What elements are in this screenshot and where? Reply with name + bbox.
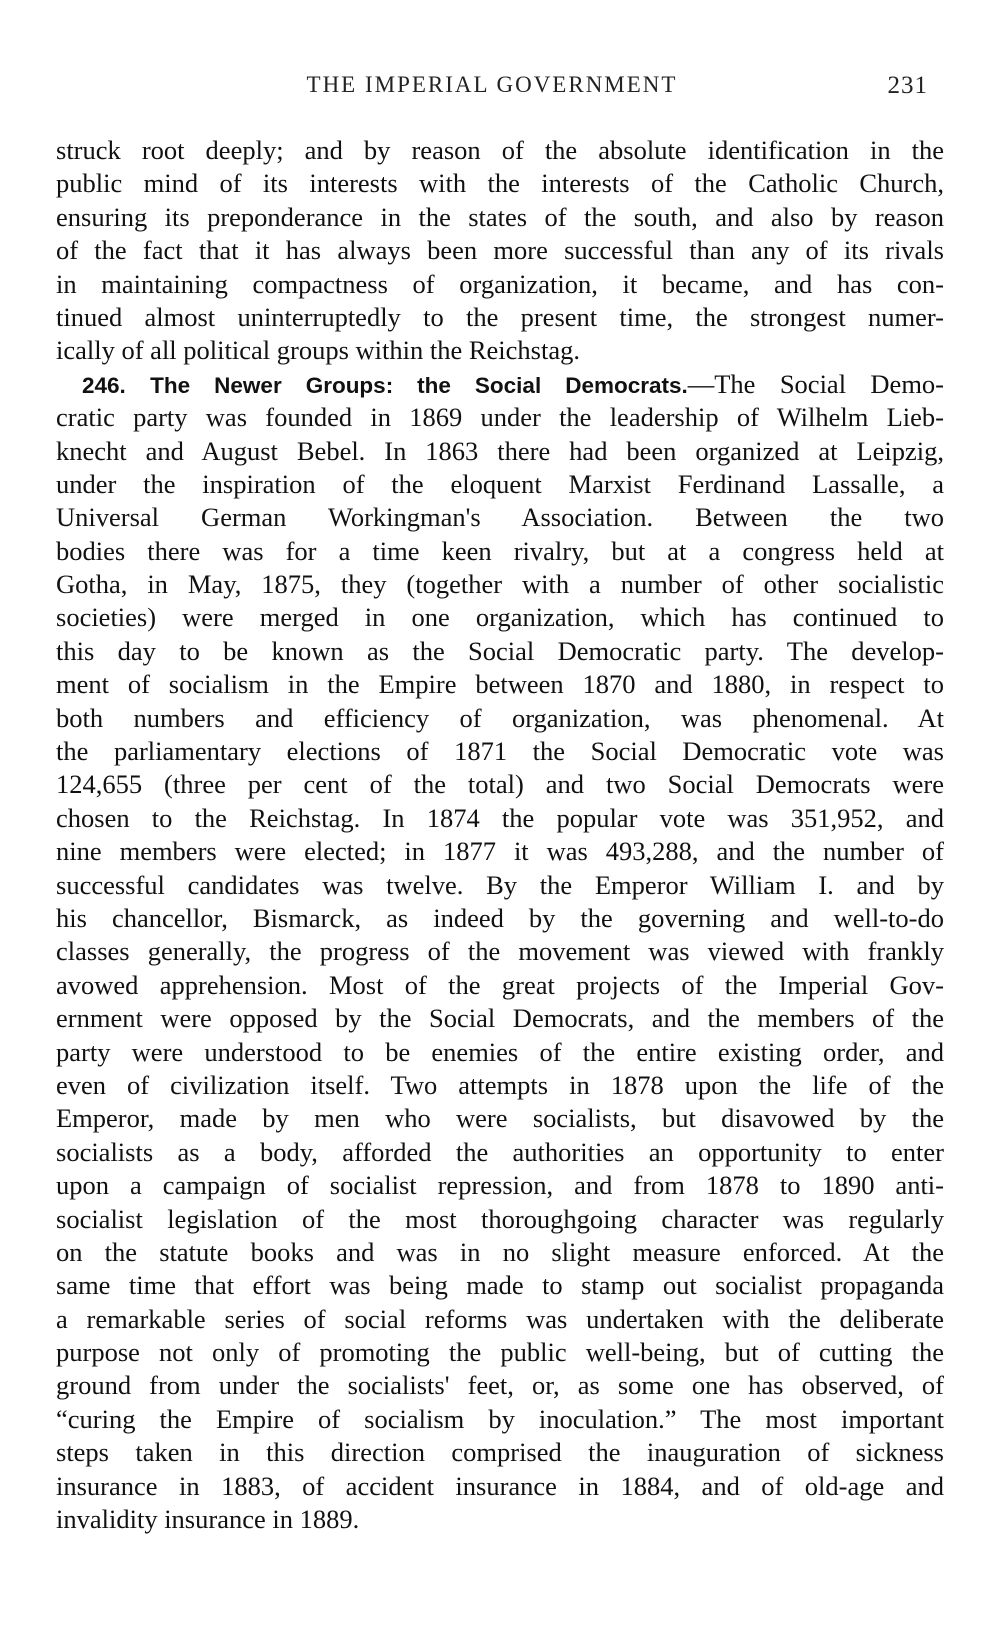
text-line: a remarkable series of social reforms was undertaken with the deliberate <box>56 1303 944 1334</box>
text-line: ground from under the socialists' feet, or, as some one has observed, of <box>56 1370 944 1401</box>
running-head: THE IMPERIAL GOVERNMENT <box>306 72 678 97</box>
text-line: this day to be known as the Social Democratic party. The develop- <box>56 635 944 666</box>
text-line: even of civilization itself. Two attempts in 1878 upon the life of the <box>56 1069 944 1100</box>
text-line: his chancellor, Bismarck, as indeed by the governing and well-to-do <box>56 902 944 933</box>
text-line: chosen to the Reichstag. In 1874 the popular vote was 351,952, and <box>56 802 944 833</box>
text-line: ically of all political groups within the Reichstag. <box>56 335 580 366</box>
text-line: purpose not only of promoting the public well-being, but of cutting the <box>56 1337 944 1368</box>
text-line: Universal German Workingman's Association. Between the two <box>56 502 944 533</box>
text-line: public mind of its interests with the interests of the Catholic Church, <box>56 168 944 199</box>
text-line: steps taken in this direction comprised the inauguration of sickness <box>56 1437 944 1468</box>
text-line: invalidity insurance in 1889. <box>56 1504 360 1535</box>
text-line: party were understood to be enemies of the entire existing order, and <box>56 1036 944 1067</box>
text-line: bodies there was for a time keen rivalry, but at a congress held at <box>56 535 944 566</box>
text-line: on the statute books and was in no slight measure enforced. At the <box>56 1236 944 1267</box>
text-line: upon a campaign of socialist repression, and from 1878 to 1890 anti- <box>56 1170 944 1201</box>
text-line: 124,655 (three per cent of the total) and two Social Democrats were <box>56 769 944 800</box>
text-line: same time that effort was being made to stamp out socialist propaganda <box>56 1270 944 1301</box>
text-line: socialists as a body, afforded the authorities an opportunity to enter <box>56 1136 944 1167</box>
text-line: ment of socialism in the Empire between 1870 and 1880, in respect to <box>56 669 944 700</box>
text-line: societies) were merged in one organization, which has continued to <box>56 602 944 633</box>
text-line: ensuring its preponderance in the states of the south, and also by reason <box>56 201 944 232</box>
text-line: knecht and August Bebel. In 1863 there had been organized at Leipzig, <box>56 435 944 466</box>
text-line: Emperor, made by men who were socialists, but disavowed by the <box>56 1103 944 1134</box>
text-line: socialist legislation of the most thoroughgoing character was regularly <box>56 1203 944 1234</box>
section-first-line <box>56 368 944 401</box>
text-line: struck root deeply; and by reason of the absolute identification in the <box>56 135 944 165</box>
text-line: nine members were elected; in 1877 it was 493,288, and the number of <box>56 836 944 867</box>
text-line: cratic party was founded in 1869 under the leadership of Wilhelm Lieb- <box>56 402 944 433</box>
text-line: both numbers and efficiency of organization, was phenomenal. At <box>56 702 944 733</box>
page-header <box>56 72 928 106</box>
text-line: Gotha, in May, 1875, they (together with a number of other socialistic <box>56 569 944 600</box>
text-line: tinued almost uninterruptedly to the present time, the strongest numer- <box>56 301 944 332</box>
page-number: 231 <box>887 72 928 99</box>
section-heading: The Newer Groups: the Social Democrats. <box>150 372 688 398</box>
text-line: ernment were opposed by the Social Democrats, and the members of the <box>56 1003 944 1034</box>
text-line: avowed apprehension. Most of the great projects of the Imperial Gov- <box>56 969 944 1000</box>
text-line: classes generally, the progress of the movement was viewed with frankly <box>56 936 944 967</box>
text-line: in maintaining compactness of organization, it became, and has con- <box>56 268 944 299</box>
section-number: 246. <box>82 372 126 398</box>
text-line: “curing the Empire of socialism by inoculation.” The most important <box>56 1403 944 1434</box>
text-line: the parliamentary elections of 1871 the Social Democratic vote was <box>56 736 944 767</box>
text-line: insurance in 1883, of accident insurance in 1884, and of old-age and <box>56 1470 944 1501</box>
text-line: successful candidates was twelve. By the Emperor William I. and by <box>56 869 944 900</box>
body-text <box>56 134 944 1536</box>
text-line: under the inspiration of the eloquent Marxist Ferdinand Lassalle, a <box>56 468 944 499</box>
text-fragment: —The Social Demo- <box>687 368 945 399</box>
text-line: of the fact that it has always been more successful than any of its rivals <box>56 235 944 266</box>
